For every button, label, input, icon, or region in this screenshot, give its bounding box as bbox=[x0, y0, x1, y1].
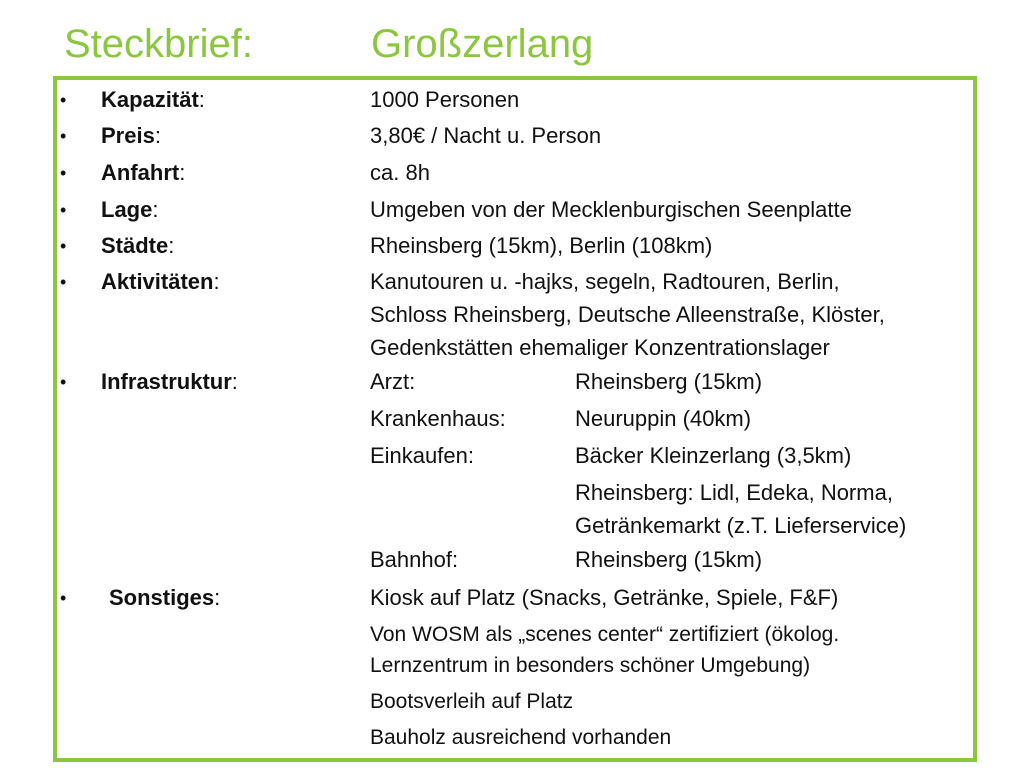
title-right: Großzerlang bbox=[371, 22, 594, 66]
bullet-icon: • bbox=[60, 272, 67, 292]
list-item-kapazitaet bbox=[0, 82, 1024, 119]
item-label: Infrastruktur: bbox=[101, 369, 238, 394]
infra-key: Arzt: bbox=[370, 369, 416, 394]
list-item-staedte bbox=[0, 228, 1024, 265]
item-label: Aktivitäten: bbox=[101, 269, 220, 294]
item-value: Umgeben von der Mecklenburgischen Seenplatte bbox=[370, 197, 852, 222]
bullet-icon: • bbox=[60, 372, 67, 392]
item-label: Anfahrt: bbox=[101, 160, 186, 185]
item-label: Preis: bbox=[101, 123, 161, 148]
list-item-sonstiges bbox=[0, 580, 1024, 760]
bullet-icon: • bbox=[60, 200, 67, 220]
bullet-icon: • bbox=[60, 236, 67, 256]
sonstiges-line: Bootsverleih auf Platz bbox=[370, 690, 574, 713]
bullet-icon: • bbox=[60, 588, 67, 608]
item-value: Rheinsberg (15km), Berlin (108km) bbox=[370, 233, 713, 258]
infra-value-line: Rheinsberg: Lidl, Edeka, Norma, bbox=[575, 480, 893, 505]
item-label: Kapazität: bbox=[101, 87, 205, 112]
item-value: 1000 Personen bbox=[370, 87, 520, 112]
infra-key: Einkaufen: bbox=[370, 443, 474, 468]
item-value-line: Schloss Rheinsberg, Deutsche Alleenstraße, Klöster, bbox=[370, 302, 885, 327]
sonstiges-line: Lernzentrum in besonders schöner Umgebung) bbox=[370, 654, 811, 677]
infra-value: Neuruppin (40km) bbox=[575, 406, 752, 431]
infra-value: Bäcker Kleinzerlang (3,5km) bbox=[575, 443, 852, 468]
bullet-icon: • bbox=[60, 90, 67, 110]
list-item-infrastruktur bbox=[0, 364, 1024, 574]
bullet-icon: • bbox=[60, 126, 67, 146]
item-value-line: Gedenkstätten ehemaliger Konzentrationslager bbox=[370, 335, 830, 360]
infra-value: Rheinsberg (15km) bbox=[575, 547, 763, 572]
item-value: ca. 8h bbox=[370, 160, 430, 185]
sonstiges-line: Von WOSM als „scenes center“ zertifiziert (ökolog. bbox=[370, 623, 840, 646]
item-value-line: Kanutouren u. -hajks, segeln, Radtouren, Berlin, bbox=[370, 269, 840, 294]
item-value: 3,80€ / Nacht u. Person bbox=[370, 123, 602, 148]
title-left: Steckbrief: bbox=[64, 22, 253, 66]
infra-key: Bahnhof: bbox=[370, 547, 459, 572]
item-label: Städte: bbox=[101, 233, 175, 258]
infra-value: Rheinsberg (15km) bbox=[575, 369, 763, 394]
list-item-preis bbox=[0, 118, 1024, 155]
list-item-lage bbox=[0, 192, 1024, 229]
bullet-icon: • bbox=[60, 163, 67, 183]
infra-value-line: Getränkemarkt (z.T. Lieferservice) bbox=[575, 513, 907, 538]
sonstiges-line: Bauholz ausreichend vorhanden bbox=[370, 726, 672, 749]
infra-key: Krankenhaus: bbox=[370, 406, 506, 431]
list-item-aktivitaeten bbox=[0, 264, 1024, 364]
item-label: Sonstiges: bbox=[109, 585, 221, 610]
list-item-anfahrt bbox=[0, 155, 1024, 192]
sonstiges-line: Kiosk auf Platz (Snacks, Getränke, Spiele, F&F) bbox=[370, 585, 839, 610]
item-label: Lage: bbox=[101, 197, 159, 222]
